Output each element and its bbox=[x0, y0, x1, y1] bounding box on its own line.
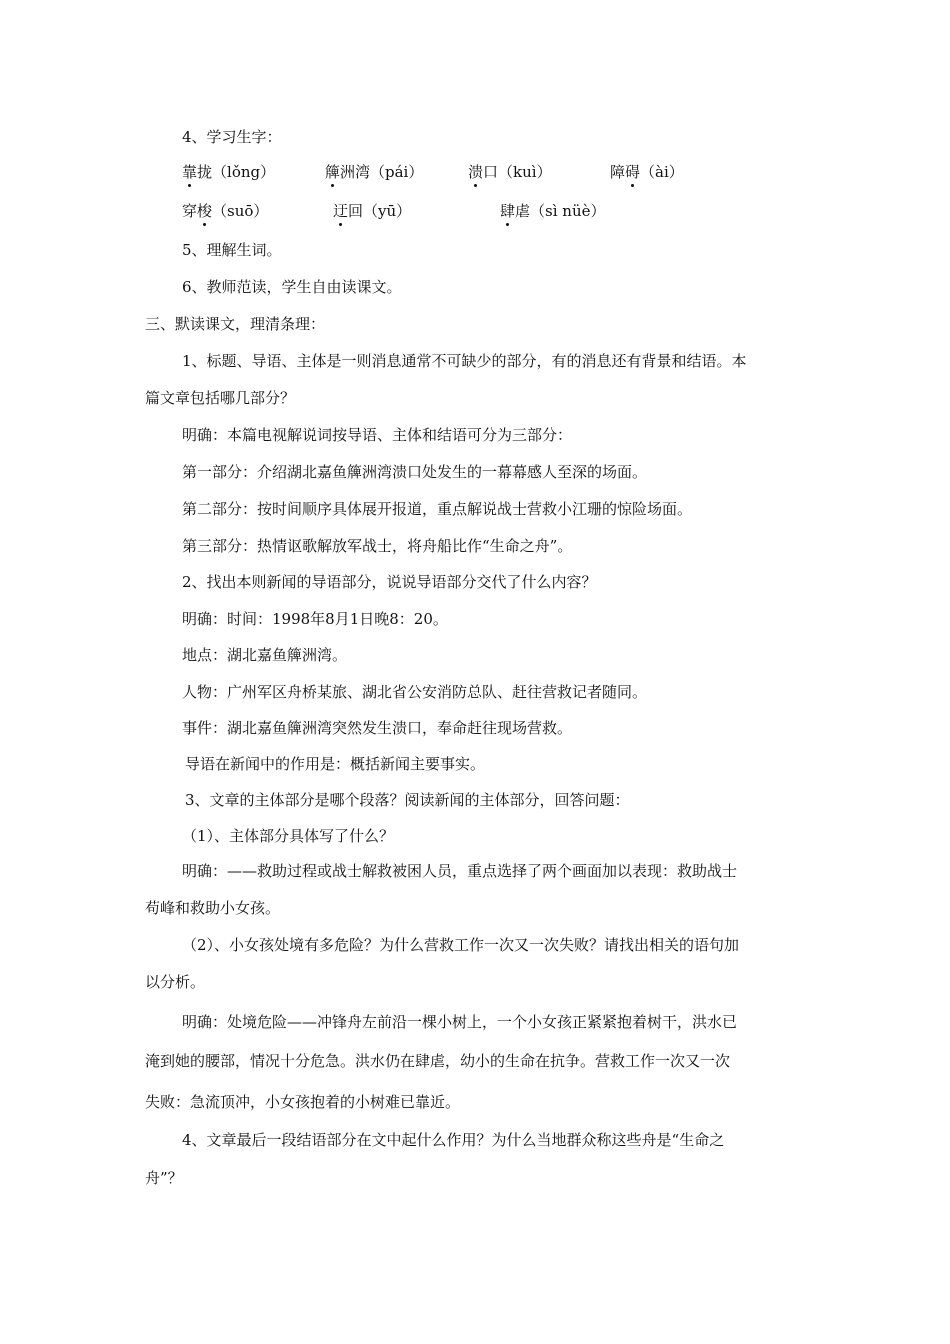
paragraph-line: 明确：时间：1998年8月1日晚8：20。 bbox=[182, 610, 448, 628]
paragraph-line: 1、标题、导语、主体是一则消息通常不可缺少的部分，有的消息还有背景和结语。本 bbox=[182, 352, 747, 370]
vocab-post: 洲湾（pái） bbox=[340, 163, 424, 181]
paragraph-line: 人物：广州军区舟桥某旅、湖北省公安消防总队、赶往营救记者随同。 bbox=[182, 683, 648, 701]
vocab-item bbox=[182, 162, 275, 182]
vocab-item bbox=[468, 162, 552, 182]
paragraph-line: 明确：本篇电视解说词按导语、主体和结语可分为三部分： bbox=[182, 426, 573, 444]
paragraph-line: 第三部分：热情讴歌解放军战士，将舟船比作“生命之舟”。 bbox=[182, 537, 573, 555]
paragraph-line: 以分析。 bbox=[145, 973, 206, 991]
paragraph-line: 篇文章包括哪几部分？ bbox=[145, 389, 296, 407]
paragraph-line: （2）、小女孩处境有多危险？为什么营救工作一次又一次失败？请找出相关的语句加 bbox=[182, 936, 740, 954]
vocab-post: 口（kuì） bbox=[483, 163, 552, 181]
paragraph-line: 5、理解生词。 bbox=[182, 241, 282, 259]
vocab-dotted-char: 梭 bbox=[197, 202, 213, 220]
paragraph-line: 4、文章最后一段结语部分在文中起什么作用？为什么当地群众称这些舟是“生命之 bbox=[182, 1131, 725, 1149]
vocab-dotted-char: 肆 bbox=[500, 202, 516, 220]
paragraph-line: 地点：湖北嘉鱼簰洲湾。 bbox=[182, 646, 348, 664]
paragraph-line: 事件：湖北嘉鱼簰洲湾突然发生溃口，奉命赶往现场营救。 bbox=[182, 719, 573, 737]
vocab-dotted-char: 碍 bbox=[625, 163, 641, 181]
paragraph-line: 2、找出本则新闻的导语部分，说说导语部分交代了什么内容？ bbox=[182, 573, 597, 591]
paragraph-line: 导语在新闻中的作用是：概括新闻主要事实。 bbox=[185, 755, 486, 773]
paragraph-line: 舟”？ bbox=[145, 1169, 183, 1187]
vocab-post: 拢（lǒng） bbox=[197, 163, 276, 181]
paragraph-line: 3、文章的主体部分是哪个段落？阅读新闻的主体部分，回答问题： bbox=[185, 791, 630, 809]
paragraph-line: 第一部分：介绍湖北嘉鱼簰洲湾溃口处发生的一幕幕感人至深的场面。 bbox=[182, 463, 648, 481]
vocab-dotted-char: 溃 bbox=[468, 163, 484, 181]
vocab-item bbox=[333, 201, 411, 221]
vocab-dotted-char: 靠 bbox=[182, 163, 198, 181]
vocab-dotted-char: 簰 bbox=[325, 163, 341, 181]
paragraph-line: （1）、主体部分具体写了什么？ bbox=[182, 827, 395, 845]
paragraph-line: 失败：急流顶冲，小女孩抱着的小树难已靠近。 bbox=[145, 1093, 461, 1111]
vocab-post: （suō） bbox=[212, 202, 269, 220]
vocab-pre: 障 bbox=[610, 163, 626, 181]
vocab-item bbox=[500, 201, 605, 221]
vocab-post: （ài） bbox=[640, 163, 684, 181]
vocab-post: 回（yū） bbox=[348, 202, 412, 220]
section-heading: 三、默读课文，理清条理： bbox=[145, 315, 326, 333]
paragraph-line: 明确：处境危险——冲锋舟左前沿一棵小树上，一个小女孩正紧紧抱着树干，洪水已 bbox=[182, 1013, 738, 1031]
paragraph-line: 淹到她的腰部，情况十分危急。洪水仍在肆虐，幼小的生命在抗争。营救工作一次又一次 bbox=[145, 1052, 731, 1070]
vocab-pre: 穿 bbox=[182, 202, 198, 220]
paragraph-line: 明确：——救助过程或战士解救被困人员，重点选择了两个画面加以表现：救助战士 bbox=[182, 862, 738, 880]
vocab-dotted-char: 迂 bbox=[333, 202, 349, 220]
vocab-item bbox=[182, 201, 268, 221]
section-4-title: 4、学习生字： bbox=[182, 128, 282, 146]
vocab-item bbox=[325, 162, 423, 182]
paragraph-line: 第二部分：按时间顺序具体展开报道，重点解说战士营救小江珊的惊险场面。 bbox=[182, 500, 693, 518]
vocab-item bbox=[610, 162, 684, 182]
paragraph-line: 苟峰和救助小女孩。 bbox=[145, 899, 281, 917]
vocab-post: 虐（sì nüè） bbox=[515, 202, 606, 220]
paragraph-line: 6、教师范读，学生自由读课文。 bbox=[182, 278, 402, 296]
